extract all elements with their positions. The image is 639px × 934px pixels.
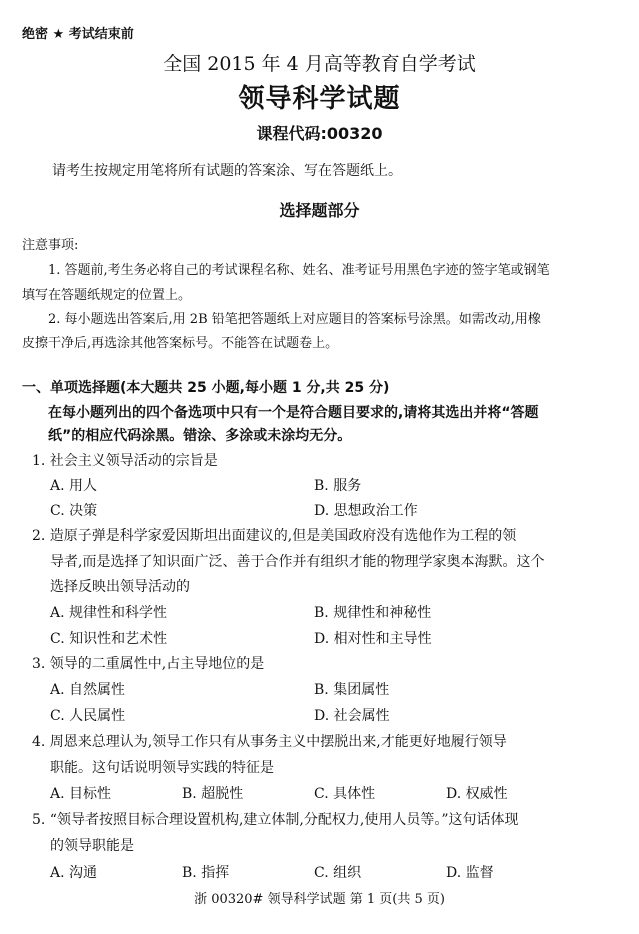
question-2-stem-line-3: 选择反映出领导活动的 (50, 579, 190, 595)
question-3-option-d: D. 社会属性 (314, 708, 390, 724)
question-5-option-c: C. 组织 (314, 865, 362, 881)
question-5-option-b: B. 指挥 (182, 865, 230, 881)
part-1-desc-line-2: 纸”的相应代码涂黑。错涂、多涂或未涂均无分。 (48, 428, 352, 444)
page-footer: 浙 00320# 领导科学试题 第 1 页(共 5 页) (194, 892, 445, 907)
note-1-line-2: 填写在答题纸规定的位置上。 (22, 288, 192, 303)
question-2-option-c: C. 知识性和艺术性 (50, 631, 168, 647)
question-3-option-c: C. 人民属性 (50, 708, 126, 724)
question-2-option-d: D. 相对性和主导性 (314, 631, 432, 647)
question-2-stem-line-1: 2. 造原子弹是科学家爱因斯坦出面建议的,但是美国政府没有选他作为工程的领 (32, 528, 517, 544)
question-2-option-a: A. 规律性和科学性 (50, 605, 168, 621)
question-4-option-d: D. 权威性 (446, 786, 508, 802)
note-2-line-2: 皮擦干净后,再选涂其他答案标号。不能答在试题卷上。 (22, 336, 339, 351)
exam-title: 全国 2015 年 4 月高等教育自学考试 (163, 53, 476, 75)
question-2-stem-line-2: 导者,而是选择了知识面广泛、善于合作并有组织才能的物理学家奥本海默。这个 (50, 554, 545, 570)
question-4-option-a: A. 目标性 (50, 786, 112, 802)
section-title: 选择题部分 (279, 201, 360, 220)
instruction-text: 请考生按规定用笔将所有试题的答案涂、写在答题纸上。 (52, 163, 402, 179)
question-1-option-c: C. 决策 (50, 503, 98, 519)
question-1-option-b: B. 服务 (314, 478, 362, 494)
question-4-stem-line-1: 4. 周恩来总理认为,领导工作只有从事务主义中摆脱出来,才能更好地履行领导 (32, 734, 507, 750)
question-2-option-b: B. 规律性和神秘性 (314, 605, 432, 621)
question-1-option-a: A. 用人 (50, 478, 98, 494)
question-1-stem: 1. 社会主义领导活动的宗旨是 (32, 453, 218, 469)
note-2-line-1: 2. 每小题选出答案后,用 2B 铅笔把答题纸上对应题目的答案标号涂黑。如需改动,用橡 (48, 312, 541, 327)
question-3-option-a: A. 自然属性 (50, 682, 126, 698)
question-1-option-d: D. 思想政治工作 (314, 503, 418, 519)
part-1-desc-line-1: 在每小题列出的四个备选项中只有一个是符合题目要求的,请将其选出并将“答题 (48, 405, 539, 421)
question-4-stem-line-2: 职能。这句话说明领导实践的特征是 (50, 760, 274, 776)
confidential-label: 绝密 ★ 考试结束前 (22, 27, 134, 42)
question-5-stem-line-1: 5. “领导者按照目标合理设置机构,建立体制,分配权力,使用人员等。”这句话体现 (32, 812, 519, 828)
question-3-stem: 3. 领导的二重属性中,占主导地位的是 (32, 656, 265, 672)
part-1-heading: 一、单项选择题(本大题共 25 小题,每小题 1 分,共 25 分) (22, 380, 390, 396)
question-4-option-c: C. 具体性 (314, 786, 376, 802)
course-code: 课程代码:00320 (256, 124, 383, 143)
question-5-stem-line-2: 的领导职能是 (50, 838, 134, 854)
question-5-option-d: D. 监督 (446, 865, 494, 881)
notes-heading: 注意事项: (22, 238, 79, 253)
question-5-option-a: A. 沟通 (50, 865, 98, 881)
question-4-option-b: B. 超脱性 (182, 786, 244, 802)
subject-title: 领导科学试题 (238, 84, 401, 114)
question-3-option-b: B. 集团属性 (314, 682, 390, 698)
note-1-line-1: 1. 答题前,考生务必将自己的考试课程名称、姓名、准考证号用黑色字迹的签字笔或钢笔 (48, 263, 550, 278)
